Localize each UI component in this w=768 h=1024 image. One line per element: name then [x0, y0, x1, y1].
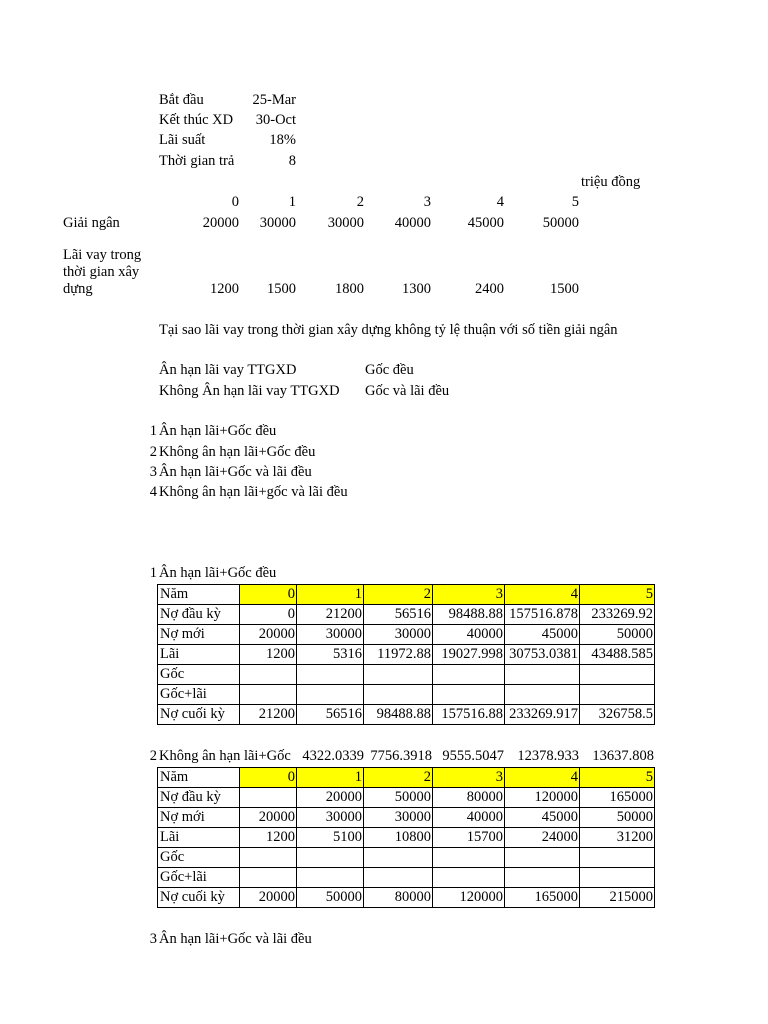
table-cell: [364, 848, 433, 868]
option-right: Gốc đều: [365, 362, 414, 378]
scenario-number: 1: [149, 423, 157, 439]
table-cell: [580, 848, 655, 868]
option-left: Không Ân hạn lãi vay TTGXD: [159, 383, 340, 399]
year-cell: 5: [580, 768, 655, 788]
table-row: [158, 768, 655, 788]
row-label: Gốc: [158, 848, 240, 868]
period-cell: 0: [231, 194, 239, 210]
row-label: Gốc+lãi: [158, 685, 240, 705]
end-label: Kết thúc XD: [159, 112, 234, 128]
table-cell: 98488.88: [433, 605, 505, 625]
disbursement-label: Giải ngân: [63, 215, 120, 231]
table-cell: [297, 848, 364, 868]
period-cell: 2: [356, 194, 364, 210]
table-cell: 56516: [364, 605, 433, 625]
rate-label: Lãi suất: [159, 132, 206, 148]
table-cell: 20000: [240, 808, 297, 828]
table-cell: [505, 868, 580, 888]
period-cell: 4: [496, 194, 504, 210]
table-row: [158, 888, 655, 908]
table-cell: 326758.5: [580, 705, 655, 725]
table-cell: [364, 868, 433, 888]
year-header-label: Năm: [158, 768, 240, 788]
table-cell: 56516: [297, 705, 364, 725]
row-label: Nợ đầu kỳ: [158, 788, 240, 808]
table-cell: 50000: [364, 788, 433, 808]
row-label: Lãi: [158, 828, 240, 848]
interest-cell: 1200: [210, 281, 239, 297]
table-cell: 98488.88: [364, 705, 433, 725]
year-cell: 1: [297, 585, 364, 605]
table-cell: 120000: [505, 788, 580, 808]
table-cell: 10800: [364, 828, 433, 848]
table-cell: 45000: [505, 808, 580, 828]
table-cell: [580, 685, 655, 705]
table1: [157, 584, 655, 725]
table-cell: 20000: [240, 625, 297, 645]
interest-cell: 1800: [335, 281, 364, 297]
scenario-number: 4: [149, 484, 157, 500]
table-cell: 233269.917: [505, 705, 580, 725]
table2-title-value: 13637.808: [592, 748, 654, 764]
table-cell: 165000: [505, 888, 580, 908]
year-cell: 4: [505, 768, 580, 788]
year-cell: 0: [240, 768, 297, 788]
row-label: Gốc+lãi: [158, 868, 240, 888]
section3-title: Ân hạn lãi+Gốc và lãi đều: [159, 931, 312, 947]
table-cell: [240, 848, 297, 868]
table2-title-value: 12378.933: [517, 748, 579, 764]
row-label: Gốc: [158, 665, 240, 685]
year-cell: 3: [433, 585, 505, 605]
table-cell: [433, 685, 505, 705]
table-cell: [433, 665, 505, 685]
table2-title: Không ân hạn lãi+Gốc: [159, 748, 291, 764]
table-cell: 80000: [364, 888, 433, 908]
year-cell: 5: [580, 585, 655, 605]
interest-label-line: thời gian xây: [63, 264, 140, 280]
start-value: 25-Mar: [252, 92, 296, 108]
disbursement-cell: 50000: [542, 215, 579, 231]
table-cell: 20000: [297, 788, 364, 808]
table-cell: [580, 665, 655, 685]
table-cell: 40000: [433, 808, 505, 828]
row-label: Nợ đầu kỳ: [158, 605, 240, 625]
row-label: Nợ mới: [158, 808, 240, 828]
table-cell: 45000: [505, 625, 580, 645]
disbursement-cell: 40000: [394, 215, 431, 231]
table-cell: [297, 665, 364, 685]
disbursement-cell: 30000: [327, 215, 364, 231]
table1-title: Ân hạn lãi+Gốc đều: [159, 565, 277, 581]
disbursement-cell: 45000: [467, 215, 504, 231]
scenario-label: Ân hạn lãi+Gốc và lãi đều: [159, 464, 312, 480]
row-label: Lãi: [158, 645, 240, 665]
table-cell: [364, 685, 433, 705]
row-label: Nợ cuối kỳ: [158, 888, 240, 908]
table2-title-value: 7756.3918: [370, 748, 432, 764]
table1-number: 1: [149, 565, 157, 581]
table-row: [158, 645, 655, 665]
table-cell: 21200: [240, 705, 297, 725]
table-cell: [433, 848, 505, 868]
table-cell: 215000: [580, 888, 655, 908]
table-cell: 165000: [580, 788, 655, 808]
table-row: [158, 705, 655, 725]
year-cell: 0: [240, 585, 297, 605]
table-cell: 11972.88: [364, 645, 433, 665]
table-cell: [505, 848, 580, 868]
year-cell: 4: [505, 585, 580, 605]
year-header-label: Năm: [158, 585, 240, 605]
table-cell: [240, 868, 297, 888]
table-cell: 43488.585: [580, 645, 655, 665]
table-cell: 80000: [433, 788, 505, 808]
interest-cell: 1500: [267, 281, 296, 297]
table-row: [158, 848, 655, 868]
table-cell: [364, 665, 433, 685]
table-cell: 1200: [240, 828, 297, 848]
table-cell: 50000: [580, 808, 655, 828]
table-cell: 5316: [297, 645, 364, 665]
table2: [157, 767, 655, 908]
table-row: [158, 828, 655, 848]
table-cell: 30000: [364, 808, 433, 828]
question-text: Tại sao lãi vay trong thời gian xây dựng không tỷ lệ thuận với số tiền giải ngân: [159, 322, 618, 338]
option-right: Gốc và lãi đều: [365, 383, 450, 399]
scenario-number: 2: [149, 444, 157, 460]
start-label: Bắt đầu: [159, 92, 204, 108]
interest-label-line: Lãi vay trong: [63, 247, 142, 263]
table-row: [158, 665, 655, 685]
table-cell: 157516.88: [433, 705, 505, 725]
table-cell: 30753.0381: [505, 645, 580, 665]
table-cell: [580, 868, 655, 888]
table-cell: 30000: [297, 625, 364, 645]
table-cell: 0: [240, 605, 297, 625]
table-cell: 40000: [433, 625, 505, 645]
year-cell: 1: [297, 768, 364, 788]
option-left: Ân hạn lãi vay TTGXD: [159, 362, 297, 378]
scenario-label: Không ân hạn lãi+gốc và lãi đều: [159, 484, 348, 500]
scenario-label: Không ân hạn lãi+Gốc đều: [159, 444, 316, 460]
table-row: [158, 808, 655, 828]
table-row: [158, 788, 655, 808]
table-cell: 15700: [433, 828, 505, 848]
table-cell: [297, 685, 364, 705]
row-label: Nợ mới: [158, 625, 240, 645]
table-cell: [433, 868, 505, 888]
term-label: Thời gian trả: [159, 153, 235, 169]
table2-title-value: 4322.0339: [302, 748, 364, 764]
year-cell: 2: [364, 768, 433, 788]
term-value: 8: [288, 153, 296, 169]
year-cell: 3: [433, 768, 505, 788]
table-cell: 1200: [240, 645, 297, 665]
table-cell: [505, 685, 580, 705]
table-cell: 20000: [240, 888, 297, 908]
table-cell: 31200: [580, 828, 655, 848]
table-cell: [297, 868, 364, 888]
table-cell: [240, 788, 297, 808]
interest-label-line: dựng: [63, 281, 93, 297]
section3-number: 3: [149, 931, 157, 947]
table2-title-value: 9555.5047: [442, 748, 504, 764]
interest-cell: 1300: [402, 281, 431, 297]
interest-cell: 1500: [550, 281, 579, 297]
table-cell: 21200: [297, 605, 364, 625]
end-value: 30-Oct: [255, 112, 296, 128]
table-cell: [240, 665, 297, 685]
table-cell: 233269.92: [580, 605, 655, 625]
table-cell: 5100: [297, 828, 364, 848]
table-cell: [240, 685, 297, 705]
table-cell: 50000: [580, 625, 655, 645]
row-label: Nợ cuối kỳ: [158, 705, 240, 725]
unit-label: triệu đồng: [581, 174, 641, 190]
period-cell: 5: [571, 194, 579, 210]
period-cell: 3: [423, 194, 431, 210]
table-cell: 50000: [297, 888, 364, 908]
table-cell: 120000: [433, 888, 505, 908]
table-cell: 30000: [364, 625, 433, 645]
table-row: [158, 605, 655, 625]
table-row: [158, 685, 655, 705]
rate-value: 18%: [269, 132, 296, 148]
interest-cell: 2400: [475, 281, 504, 297]
disbursement-cell: 30000: [259, 215, 296, 231]
scenario-label: Ân hạn lãi+Gốc đều: [159, 423, 277, 439]
year-cell: 2: [364, 585, 433, 605]
period-cell: 1: [288, 194, 296, 210]
table-cell: 157516.878: [505, 605, 580, 625]
table-row: [158, 868, 655, 888]
scenario-number: 3: [149, 464, 157, 480]
table-cell: 24000: [505, 828, 580, 848]
table-cell: 19027.998: [433, 645, 505, 665]
disbursement-cell: 20000: [202, 215, 239, 231]
table-cell: 30000: [297, 808, 364, 828]
table-cell: [505, 665, 580, 685]
table2-number: 2: [149, 748, 157, 764]
table-row: [158, 625, 655, 645]
table-row: [158, 585, 655, 605]
